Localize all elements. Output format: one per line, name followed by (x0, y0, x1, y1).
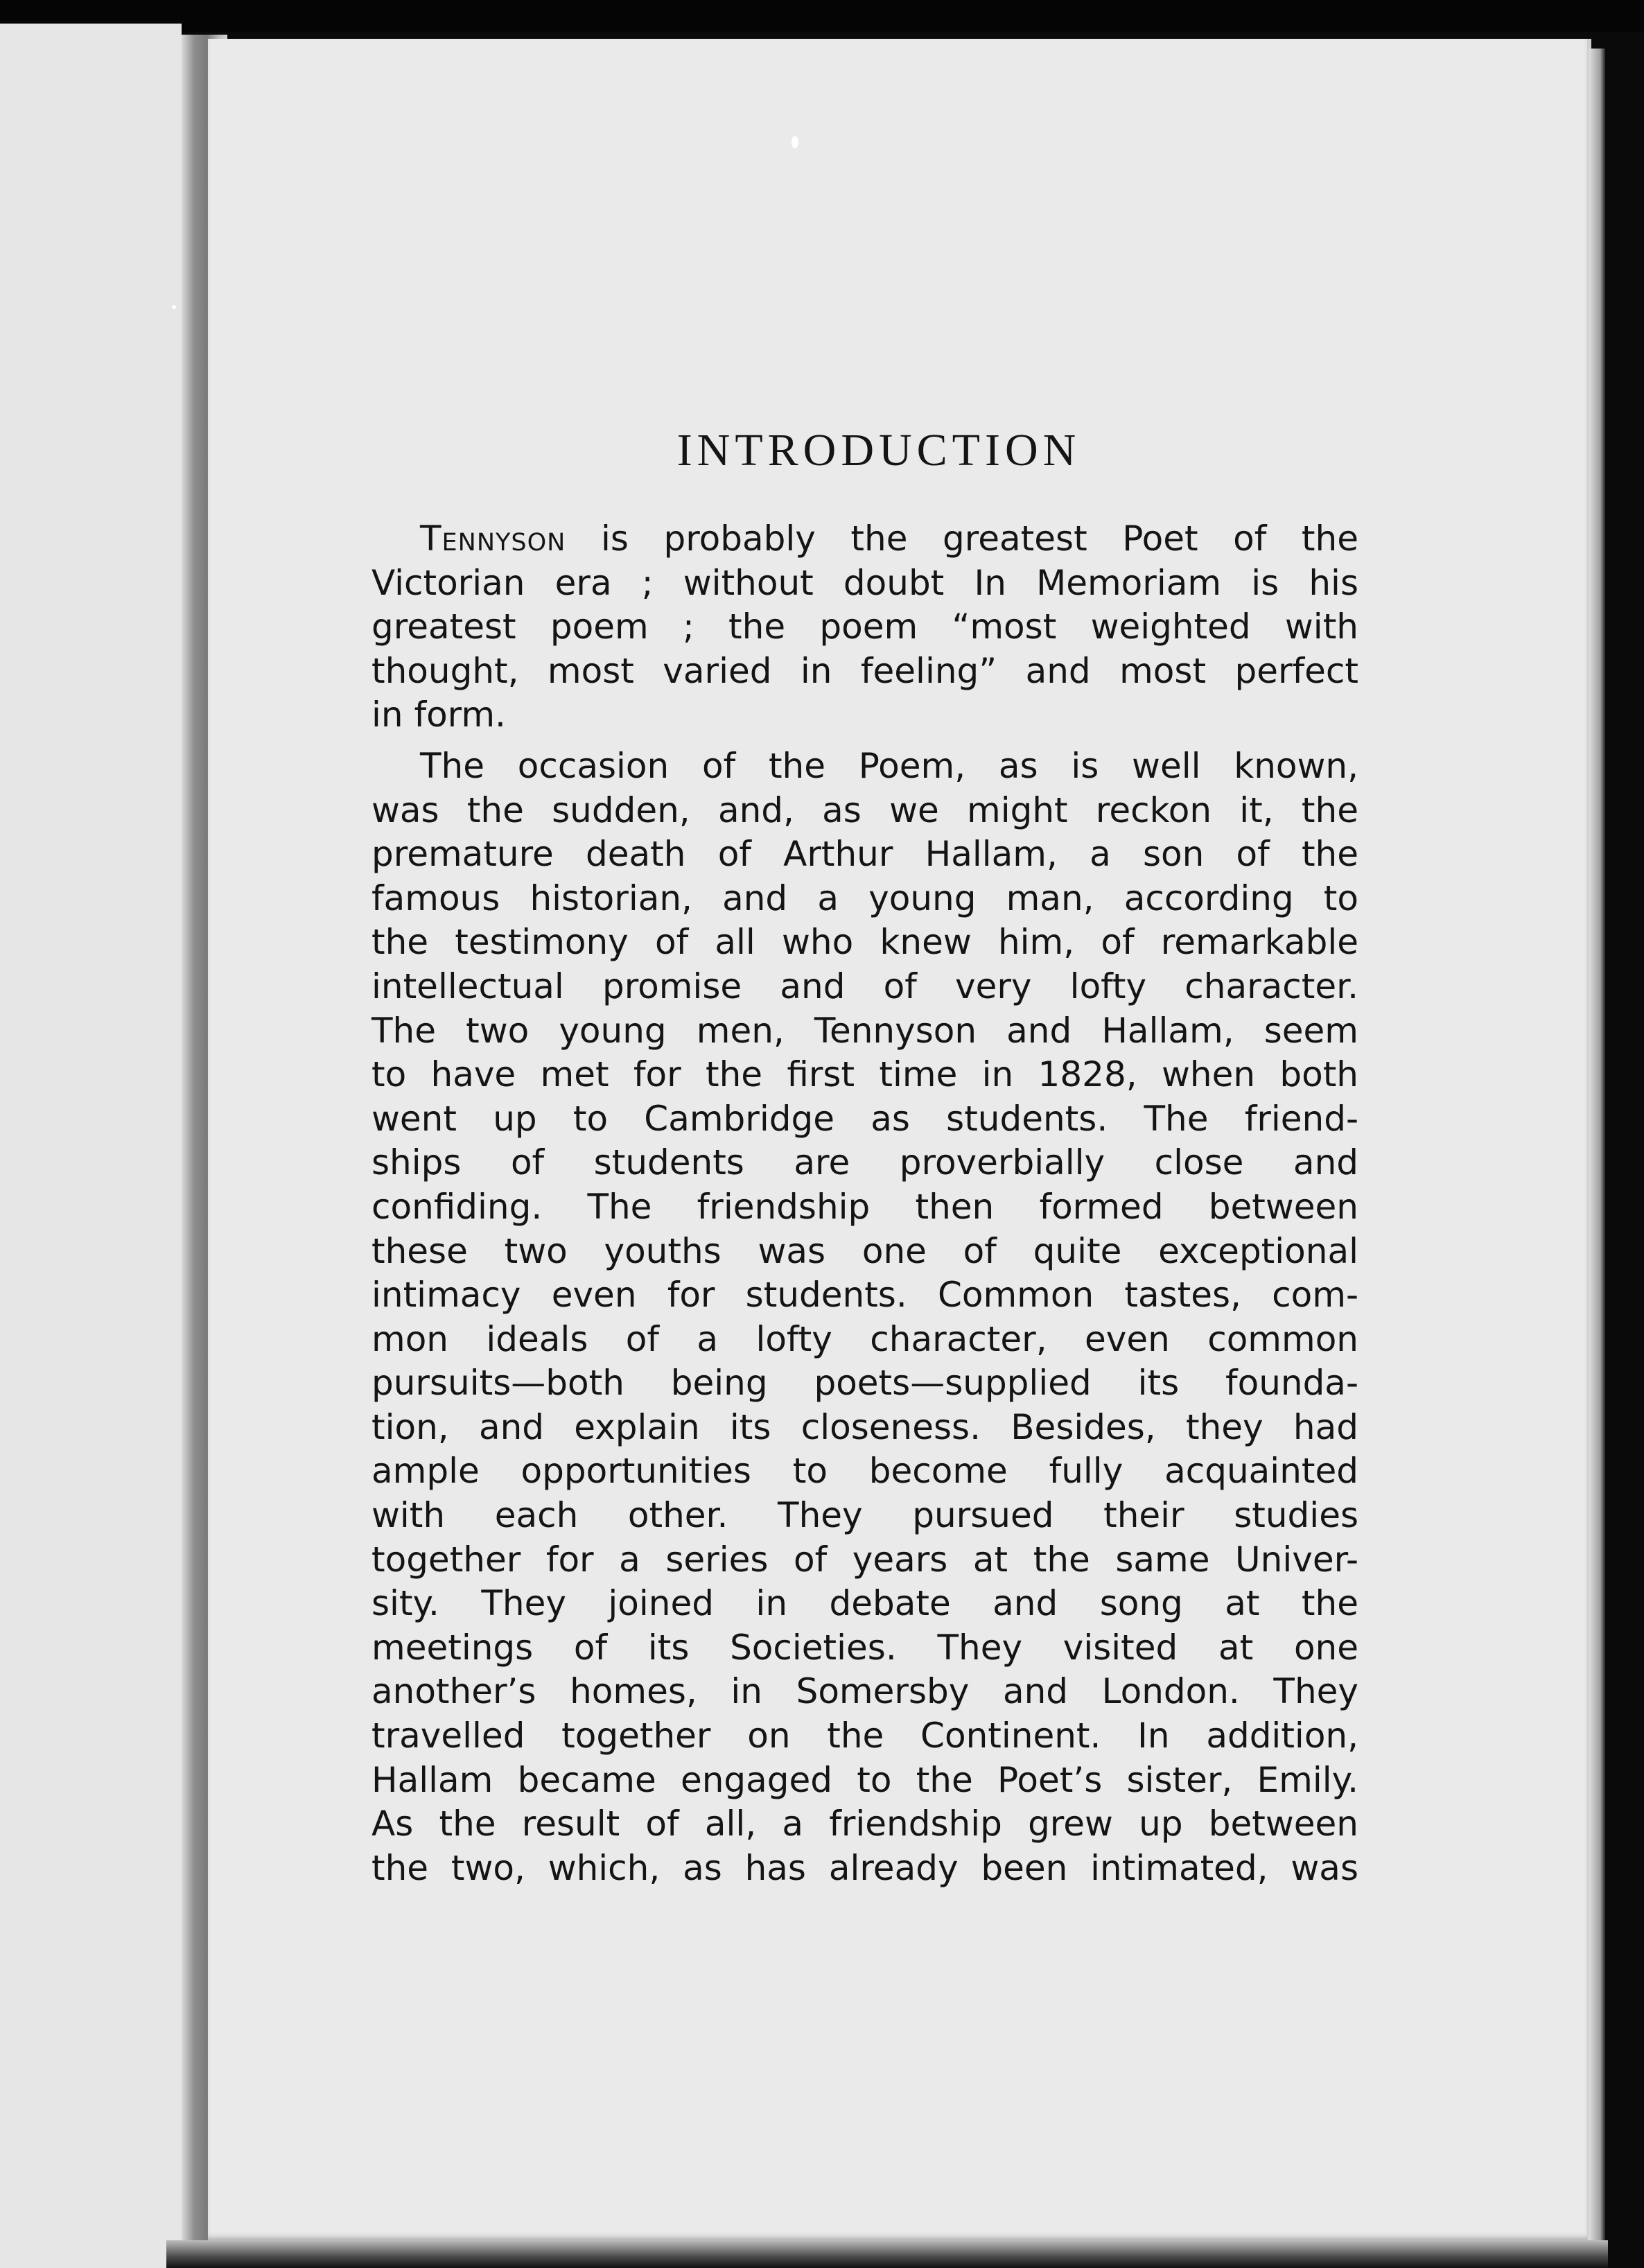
text-line: Victorian era ; without doubt In Memoriam is his (371, 562, 1358, 603)
text-line: Hallam became engaged to the Poet’s sister, Emily. (371, 1759, 1358, 1800)
paragraph-1 (371, 517, 1358, 738)
text-line: went up to Cambridge as students. The friend- (371, 1098, 1358, 1139)
text-line: together for a series of years at the same Univer- (371, 1539, 1358, 1580)
text-line: in form. (371, 695, 506, 735)
text-line: thought, most varied in feeling” and most perfect (371, 650, 1358, 691)
text-line: intimacy even for students. Common tastes, com- (371, 1275, 1358, 1316)
scan-speck (792, 136, 798, 148)
lead-word: Tennyson (420, 518, 566, 559)
text-line: Tennyson is probably the greatest Poet of the (420, 518, 1358, 559)
text-line: pursuits—both being poets—supplied its founda- (371, 1363, 1358, 1404)
text-line: the testimony of all who knew him, of remarkable (371, 922, 1358, 963)
text-line: tion, and explain its closeness. Besides, they had (371, 1406, 1358, 1447)
text-line: the two, which, as has already been intimated, was (371, 1847, 1358, 1888)
scan-speck (172, 305, 176, 309)
page-title: INTRODUCTION (676, 425, 1081, 476)
text-line: greatest poem ; the poem “most weighted with (371, 607, 1358, 647)
text-line: meetings of its Societies. They visited at one (371, 1627, 1358, 1668)
page-bottom-edge (166, 2240, 1608, 2268)
text-line: ample opportunities to become fully acquainted (371, 1451, 1358, 1492)
text-line: travelled together on the Continent. In addition, (371, 1716, 1358, 1756)
text-line: ships of students are proverbially close and (371, 1142, 1358, 1183)
text-line: intellectual promise and of very lofty character. (371, 966, 1358, 1006)
paragraph-2 (371, 744, 1358, 1890)
text-line: to have met for the first time in 1828, when both (371, 1054, 1358, 1095)
text-line: sity. They joined in debate and song at the (371, 1583, 1358, 1624)
text-line: with each other. They pursued their studies (371, 1495, 1358, 1536)
text-line: As the result of all, a friendship grew up between (371, 1804, 1358, 1844)
scan-top-border (0, 0, 1644, 32)
text-line: The occasion of the Poem, as is well known, (420, 745, 1358, 786)
text-line: famous historian, and a young man, according to (371, 878, 1358, 918)
facing-page-left (0, 24, 182, 2268)
text-line: confiding. The friendship then formed between (371, 1186, 1358, 1227)
text-line: The two young men, Tennyson and Hallam, seem (371, 1010, 1358, 1051)
text-line: premature death of Arthur Hallam, a son of the (371, 834, 1358, 875)
text-line: these two youths was one of quite exceptional (371, 1230, 1358, 1271)
text-line: was the sudden, and, as we might reckon it, the (371, 790, 1358, 830)
page-text (371, 424, 1358, 1890)
page-right-edge (1589, 49, 1605, 2246)
text-line: mon ideals of a lofty character, even common (371, 1318, 1358, 1359)
text-line: another’s homes, in Somersby and London. They (371, 1671, 1358, 1712)
